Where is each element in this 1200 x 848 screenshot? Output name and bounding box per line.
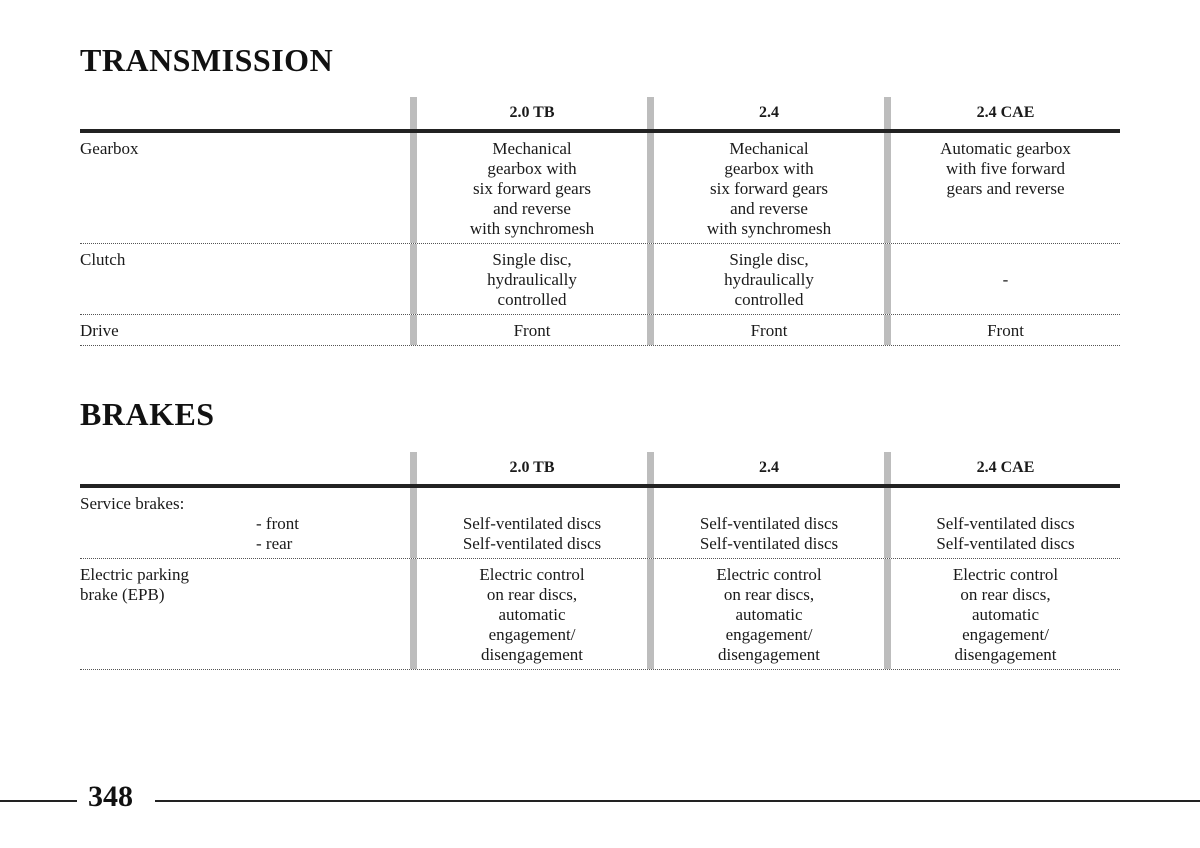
value-line: gears and reverse xyxy=(946,179,1065,198)
value-line: Electric control xyxy=(952,565,1059,584)
value-line-front: Self-ventilated discs xyxy=(462,514,602,533)
value-line: Single disc, xyxy=(729,250,809,269)
value-line: disengagement xyxy=(954,645,1057,664)
value-line: Automatic gearbox xyxy=(940,139,1071,158)
value-line xyxy=(658,494,880,514)
gearbox-value-2-0-tb xyxy=(410,133,647,243)
epb-value-2-4 xyxy=(647,559,884,669)
table-row-gearbox xyxy=(80,133,1120,244)
value-line: and reverse xyxy=(730,199,808,218)
table-row-service-brakes xyxy=(80,488,1120,559)
section-title-brakes: BRAKES xyxy=(80,396,215,432)
table-header-row xyxy=(80,97,1120,133)
service-brakes-value-2-4-cae xyxy=(884,488,1120,558)
page-number: 348 xyxy=(88,780,133,813)
value-line: Front xyxy=(987,321,1024,340)
value-line: six forward gears xyxy=(709,179,828,198)
value-line: six forward gears xyxy=(472,179,591,198)
value-line-rear: Self-ventilated discs xyxy=(699,534,839,553)
value-line-front: Self-ventilated discs xyxy=(699,514,839,533)
gearbox-value-2-4-cae xyxy=(884,133,1120,243)
value-line: engagement/ xyxy=(725,625,813,644)
header-empty-cell xyxy=(80,97,410,129)
section-title-transmission: TRANSMISSION xyxy=(80,42,334,78)
value-line: gearbox with xyxy=(487,159,577,178)
value-line: Front xyxy=(513,321,551,340)
value-line xyxy=(895,494,1116,514)
value-line: with five forward xyxy=(946,159,1065,178)
epb-value-2-4-cae xyxy=(884,559,1120,669)
value-line: with synchromesh xyxy=(469,219,595,238)
value-line: gearbox with xyxy=(724,159,814,178)
epb-value-2-0-tb xyxy=(410,559,647,669)
brakes-table xyxy=(80,452,1120,670)
value-line: automatic xyxy=(735,605,803,624)
value-line: controlled xyxy=(734,290,804,309)
drive-value-2-0-tb xyxy=(410,315,647,345)
table-row-clutch xyxy=(80,244,1120,315)
value-line xyxy=(421,494,643,514)
column-header-2-4: 2.4 xyxy=(647,452,884,484)
row-label-drive: Drive xyxy=(80,321,119,340)
row-label-clutch: Clutch xyxy=(80,250,126,269)
value-line: engagement/ xyxy=(962,625,1049,644)
row-label-electric-parking-brake xyxy=(80,559,410,669)
value-line: Single disc, xyxy=(492,250,572,269)
column-header-2-4-cae: 2.4 CAE xyxy=(884,97,1120,129)
value-line: and reverse xyxy=(493,199,571,218)
value-line-front: Self-ventilated discs xyxy=(936,514,1075,533)
value-line-rear: Self-ventilated discs xyxy=(936,534,1075,553)
column-header-2-4-cae: 2.4 CAE xyxy=(884,452,1120,484)
value-line: automatic xyxy=(971,605,1040,624)
row-label-service-brakes xyxy=(80,488,410,558)
gearbox-value-2-4 xyxy=(647,133,884,243)
value-line: automatic xyxy=(498,605,566,624)
value-line: with synchromesh xyxy=(706,219,832,238)
value-line: controlled xyxy=(497,290,567,309)
column-header-2-4: 2.4 xyxy=(647,97,884,129)
drive-value-2-4 xyxy=(647,315,884,345)
value-line: hydraulically xyxy=(724,270,814,289)
header-empty-cell xyxy=(80,452,410,484)
value-line: Mechanical xyxy=(492,139,572,158)
value-line: hydraulically xyxy=(487,270,577,289)
table-row-electric-parking-brake xyxy=(80,559,1120,670)
label-line: Electric parking xyxy=(80,565,190,584)
service-brakes-value-2-0-tb xyxy=(410,488,647,558)
drive-value-2-4-cae xyxy=(884,315,1120,345)
value-line: disengagement xyxy=(481,645,583,664)
clutch-value-2-4-cae xyxy=(884,244,1120,314)
footer-rule-right xyxy=(155,800,1200,802)
value-line: on rear discs, xyxy=(723,585,815,604)
value-line: on rear discs, xyxy=(960,585,1051,604)
row-label-gearbox: Gearbox xyxy=(80,139,139,158)
table-header-row xyxy=(80,452,1120,488)
label-line: brake (EPB) xyxy=(80,585,165,604)
value-line: Electric control xyxy=(479,565,585,584)
table-row-drive xyxy=(80,315,1120,346)
value-line: on rear discs, xyxy=(486,585,578,604)
value-line-rear: Self-ventilated discs xyxy=(462,534,602,553)
value-line: - xyxy=(1002,270,1009,289)
value-line: Electric control xyxy=(716,565,822,584)
value-line: Front xyxy=(750,321,788,340)
value-line: engagement/ xyxy=(488,625,576,644)
value-line: Mechanical xyxy=(729,139,809,158)
clutch-value-2-0-tb xyxy=(410,244,647,314)
clutch-value-2-4 xyxy=(647,244,884,314)
value-line: disengagement xyxy=(718,645,820,664)
footer-rule-left xyxy=(0,800,77,802)
sublabel-rear: - rear xyxy=(256,534,293,553)
service-brakes-value-2-4 xyxy=(647,488,884,558)
column-header-2-0-tb: 2.0 TB xyxy=(410,452,647,484)
sublabel-front: - front xyxy=(256,514,299,533)
service-brakes-label: Service brakes: xyxy=(80,494,185,513)
transmission-table xyxy=(80,97,1120,346)
column-header-2-0-tb: 2.0 TB xyxy=(410,97,647,129)
